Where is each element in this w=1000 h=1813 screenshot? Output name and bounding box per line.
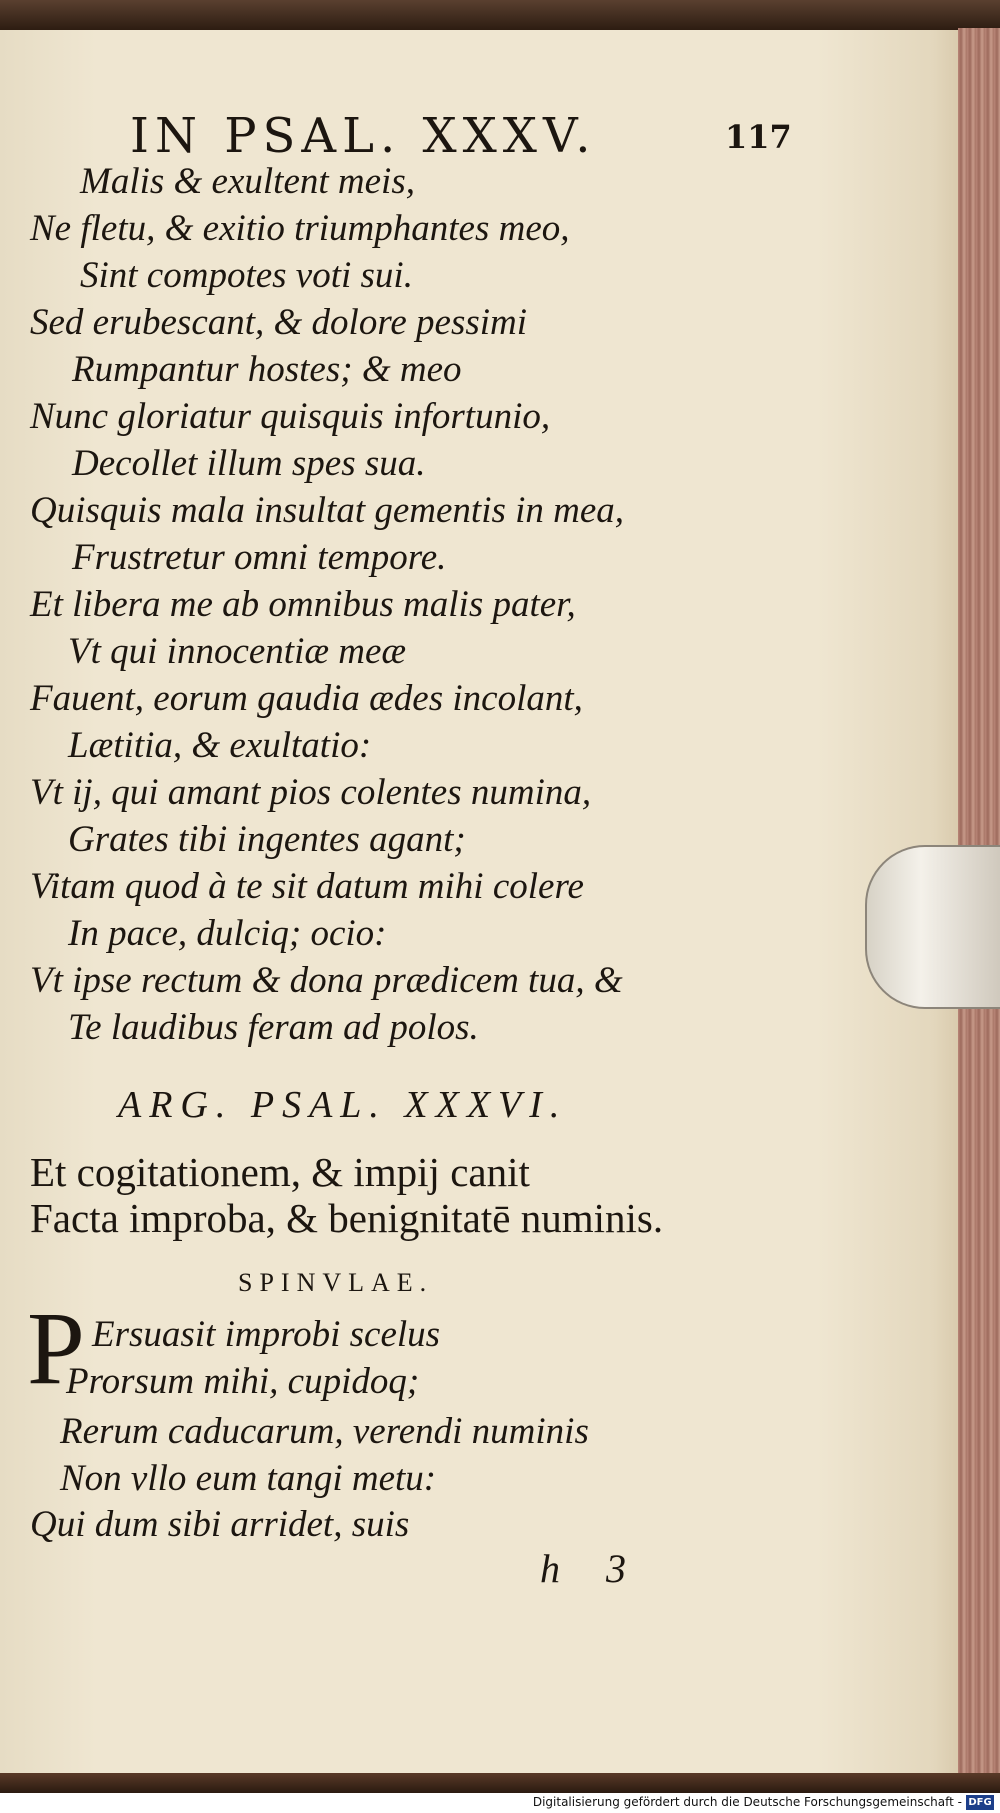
verse-line: Sed erubescant, & dolore pessimi [30, 302, 528, 343]
dfg-logo-icon: DFG [966, 1795, 994, 1810]
book-bottom-edge [0, 1773, 1000, 1793]
verse-line: Vt ipse rectum & dona prædicem tua, & [30, 960, 623, 1001]
verse-line: Vt ij, qui amant pios colentes numina, [30, 772, 592, 813]
verse-line: Rerum caducarum, verendi numinis [60, 1411, 589, 1452]
verse-line: Te laudibus feram ad polos. [68, 1007, 479, 1048]
verse-line: Ersuasit improbi scelus [92, 1314, 441, 1355]
verse-line: Fauent, eorum gaudia ædes incolant, [30, 678, 583, 719]
verse-line: Non vllo eum tangi metu: [60, 1458, 437, 1499]
verse-line: Decollet illum spes sua. [72, 443, 426, 484]
verse-line: Lætitia, & exultatio: [68, 725, 372, 766]
verse-line: Prorsum mihi, cupidoq; [66, 1361, 420, 1402]
argument-heading: ARG. PSAL. XXXVI. [118, 1084, 568, 1126]
verse-line: Sint compotes voti sui. [80, 255, 413, 296]
verse-line: Quisquis mala insultat gementis in mea, [30, 490, 625, 531]
drop-capital: P [27, 1291, 85, 1406]
verse-line: Nunc gloriatur quisquis infortunio, [30, 396, 551, 437]
funding-credit: Digitalisierung gefördert durch die Deutsche Forschungsgemeinschaft - [532, 1795, 962, 1809]
verse-line: Rumpantur hostes; & meo [72, 349, 462, 390]
spinulae-heading: SPINVLAE. [238, 1268, 434, 1297]
folio-number: 117 [725, 118, 792, 156]
running-head: IN PSAL. XXXV. [130, 108, 597, 164]
signature-mark: h 3 [540, 1546, 644, 1591]
verse-line: Et libera me ab omnibus malis pater, [30, 584, 576, 625]
argument-line: Et cogitationem, & impij canit [30, 1149, 530, 1195]
book-top-edge [0, 0, 1000, 32]
verse-line: Ne fletu, & exitio triumphantes meo, [30, 208, 570, 249]
verse-line: Vitam quod à te sit datum mihi colere [30, 866, 584, 907]
argument-line: Facta improba, & benignitatē numinis. [30, 1195, 664, 1241]
verse-line: In pace, dulciq; ocio: [68, 913, 387, 954]
verse-line: Qui dum sibi arridet, suis [30, 1504, 410, 1545]
verse-line: Grates tibi ingentes agant; [68, 819, 466, 860]
verse-line: Vt qui innocentiæ meæ [68, 631, 407, 672]
verse-line: Malis & exultent meis, [80, 161, 415, 202]
verse-line: Frustretur omni tempore. [72, 537, 447, 578]
